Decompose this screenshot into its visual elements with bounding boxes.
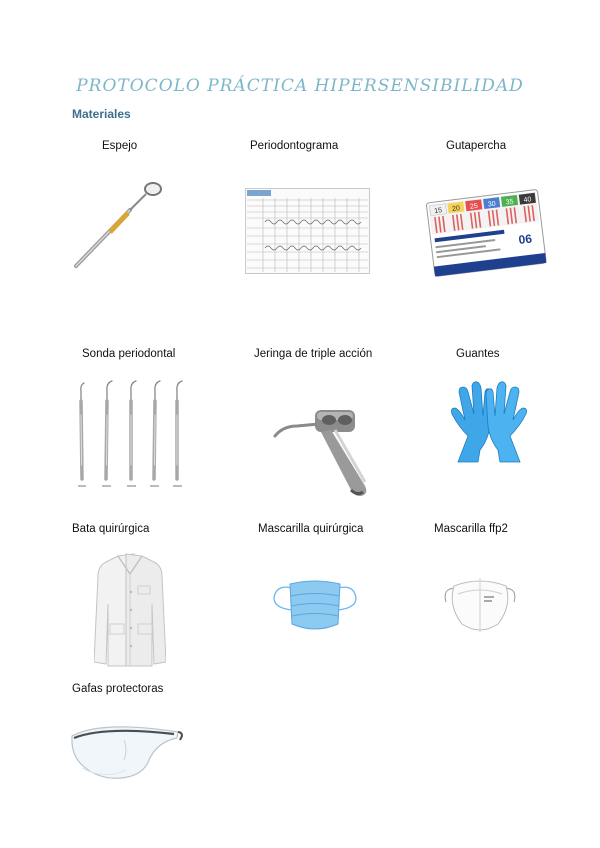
material-label-jeringa-triple: Jeringa de triple acción bbox=[254, 348, 373, 360]
material-label-bata-quirurgica: Bata quirúrgica bbox=[72, 523, 150, 535]
material-label-espejo: Espejo bbox=[102, 140, 138, 152]
periodontal-probe-icon bbox=[74, 375, 189, 493]
material-label-guantes: Guantes bbox=[456, 348, 500, 360]
material-label-mascarilla-ffp2: Mascarilla ffp2 bbox=[434, 523, 508, 535]
gloves-icon bbox=[444, 378, 534, 470]
material-label-sonda-periodontal: Sonda periodontal bbox=[82, 348, 176, 360]
gutta-box-number: 06 bbox=[517, 231, 533, 248]
gutta-size-30: 30 bbox=[487, 200, 497, 209]
material-label-periodontograma: Periodontograma bbox=[250, 140, 339, 152]
gutta-size-20: 20 bbox=[451, 205, 461, 213]
surgical-mask-icon bbox=[272, 576, 358, 640]
gutta-size-25: 25 bbox=[469, 202, 479, 211]
gutta-percha-box-icon bbox=[424, 182, 548, 280]
ffp2-mask-icon bbox=[440, 574, 520, 636]
surgical-gown-icon bbox=[94, 552, 166, 668]
material-label-mascarilla-quirurgica: Mascarilla quirúrgica bbox=[258, 523, 364, 535]
gutta-size-35: 35 bbox=[505, 198, 514, 207]
dental-mirror-icon bbox=[70, 180, 170, 275]
material-label-gutapercha: Gutapercha bbox=[446, 140, 507, 152]
page-title: PROTOCOLO PRÁCTICA HIPERSENSIBILIDAD bbox=[76, 76, 524, 96]
material-label-gafas-protectoras: Gafas protectoras bbox=[72, 683, 164, 695]
section-heading: Materiales bbox=[72, 107, 131, 121]
safety-glasses-icon bbox=[68, 718, 184, 784]
gutta-size-15: 15 bbox=[433, 207, 443, 216]
triple-syringe-icon bbox=[265, 384, 385, 499]
gutta-size-40: 40 bbox=[523, 196, 532, 205]
periodontogram-chart-icon bbox=[245, 188, 370, 274]
